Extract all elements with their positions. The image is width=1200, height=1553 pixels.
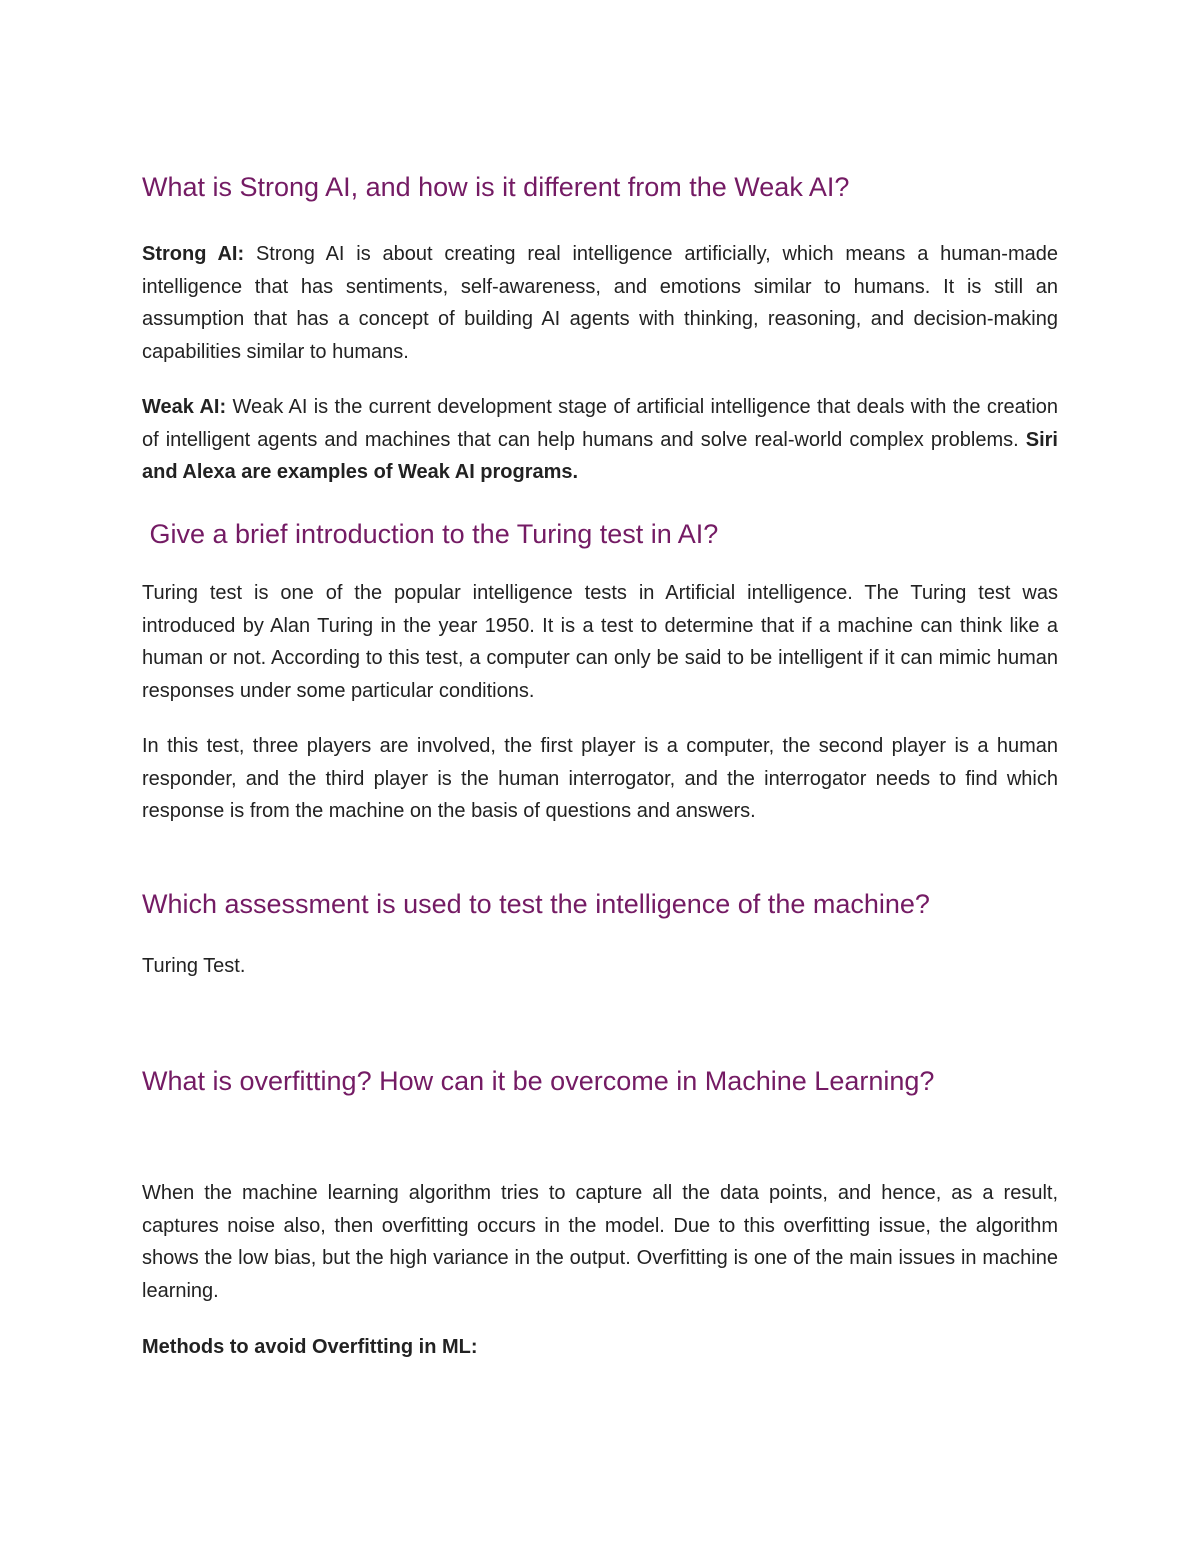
- section-overfitting: [142, 1057, 1058, 1105]
- term-label: Weak AI:: [142, 396, 227, 418]
- turing-paragraph-2: [142, 730, 1058, 828]
- section-turing-intro: [142, 510, 1058, 558]
- section-heading: Which assessment is used to test the intelligence of the machine?: [142, 889, 930, 919]
- methods-label: Methods to avoid Overfitting in ML:: [142, 1336, 478, 1358]
- section-heading: What is Strong AI, and how is it different from the Weak AI?: [142, 172, 850, 202]
- weak-ai-paragraph: [142, 391, 1058, 489]
- strong-ai-paragraph: [142, 238, 1058, 368]
- paragraph: [142, 391, 1058, 489]
- paragraph: Turing Test.: [142, 955, 246, 977]
- section-heading: What is overfitting? How can it be overcome in Machine Learning?: [142, 1066, 935, 1096]
- assessment-answer: [142, 950, 1058, 983]
- paragraph: When the machine learning algorithm tries to capture all the data points, and hence, as a result, captures noise also, then overfitting occurs in the model. Due to this overfitting issue, the algorithm shows the low bias, but the high variance in the output. Overfitting is one of the main issues in machine learning.: [142, 1182, 1058, 1302]
- turing-paragraph-1: [142, 577, 1058, 707]
- paragraph: In this test, three players are involved, the first player is a computer, the second player is a human responder, and the third player is the human interrogator, and the interrogator needs to find which response is from the machine on the basis of questions and answers.: [142, 735, 1058, 822]
- section-heading: Give a brief introduction to the Turing test in AI?: [142, 519, 719, 549]
- paragraph-text: Weak AI is the current development stage of artificial intelligence that deals with the creation of intelligent agents and machines that can help humans and solve real-world complex problems.: [142, 396, 1059, 451]
- emphasis-text: Siri and Alexa are examples of Weak AI programs.: [142, 428, 1058, 483]
- section-strong-weak-ai: [142, 163, 1058, 211]
- overfitting-paragraph: [142, 1177, 1058, 1307]
- section-assessment: [142, 880, 1058, 928]
- methods-heading: [142, 1331, 1058, 1364]
- paragraph: [142, 1331, 1058, 1364]
- paragraph: [142, 238, 1058, 368]
- paragraph-text: Strong AI is about creating real intelligence artificially, which means a human-made intelligence that has sentiments, self-awareness, and emotions similar to humans. It is still an assumption that has a concept of building AI agents with thinking, reasoning, and decision-making capabilities similar to humans.: [142, 243, 1058, 363]
- paragraph: Turing test is one of the popular intelligence tests in Artificial intelligence. The Turing test was introduced by Alan Turing in the year 1950. It is a test to determine that if a machine can think like a human or not. According to this test, a computer can only be said to be intelligent if it can mimic human responses under some particular conditions.: [142, 582, 1058, 702]
- term-label: Strong AI:: [142, 243, 245, 265]
